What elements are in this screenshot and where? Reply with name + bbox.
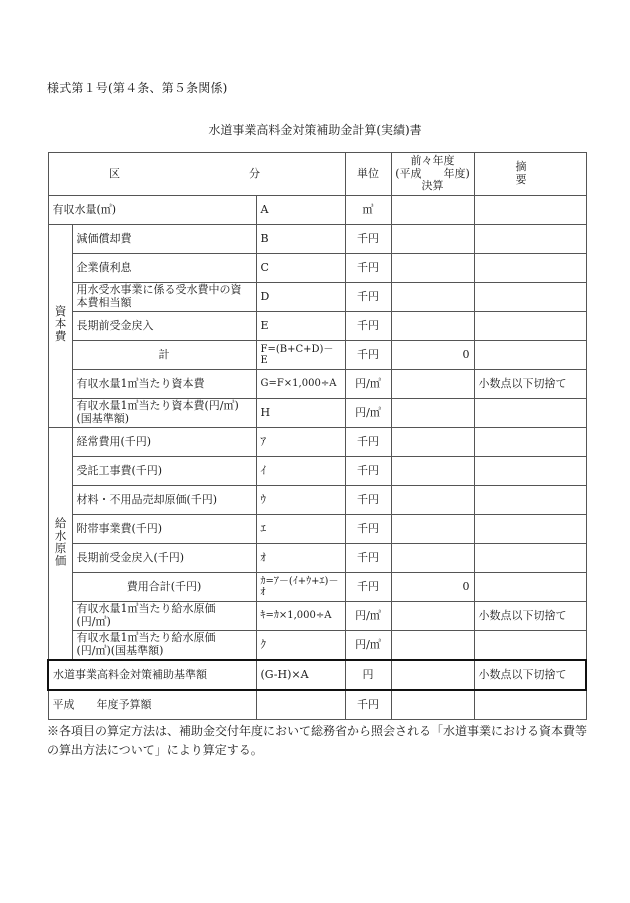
row-label: 附帯事業費(千円) [72,515,256,544]
row-remark [474,196,586,225]
row-value [391,225,474,254]
row-remark [474,225,586,254]
row-unit: 千円 [345,690,391,720]
row-code: F=(B+C+D)－E [256,341,345,370]
row-label: 減価償却費 [72,225,256,254]
row-code: A [256,196,345,225]
row-remark [474,341,586,370]
row-code [256,690,345,720]
table-row [48,283,586,312]
form-number: 様式第１号(第４条、第５条関係) [47,81,228,95]
row-code: ｵ [256,544,345,573]
row-code: E [256,312,345,341]
row-label: 有収水量1㎥当たり給水原価 (円/㎥)(国基準額) [72,631,256,661]
table-row-capital-per-m3 [48,370,586,399]
row-remark [474,515,586,544]
table-row-capital-national [48,399,586,428]
table-row [48,457,586,486]
row-label: 受託工事費(千円) [72,457,256,486]
row-label: 費用合計(千円) [72,573,256,602]
row-value [391,312,474,341]
table-row-supply-national [48,631,586,661]
row-code: ｸ [256,631,345,661]
header-year: 前々年度 (平成 年度) 決算 [391,153,474,196]
table-row-standard-amount [48,660,586,690]
row-unit: 千円 [345,544,391,573]
table-row-supply-total [48,573,586,602]
table-row [48,225,586,254]
header-remarks: 摘 要 [474,153,586,196]
header-unit: 単位 [345,153,391,196]
row-unit: 千円 [345,225,391,254]
row-code: ｷ=ｶ×1,000÷A [256,602,345,631]
row-value [391,690,474,720]
row-remark [474,399,586,428]
row-remark [474,690,586,720]
row-code: ｱ [256,428,345,457]
row-remark [474,486,586,515]
row-label: 平成 年度予算額 [48,690,256,720]
row-unit: 円 [345,660,391,690]
row-remark [474,428,586,457]
row-label: 有収水量1㎥当たり資本費 [72,370,256,399]
row-code: ｲ [256,457,345,486]
row-code: G=F×1,000÷A [256,370,345,399]
row-remark [474,254,586,283]
row-code: ｳ [256,486,345,515]
supply-group-label: 給水原価 [48,428,72,661]
row-value [391,457,474,486]
row-unit: 千円 [345,312,391,341]
table-row [48,544,586,573]
row-remark [474,631,586,661]
subsidy-calculation-table [47,152,603,720]
row-label: 企業債利息 [72,254,256,283]
row-value [391,399,474,428]
row-label: 経常費用(千円) [72,428,256,457]
row-label: 有収水量1㎥当たり給水原価 (円/㎥) [72,602,256,631]
row-code: B [256,225,345,254]
row-label: 長期前受金戻入 [72,312,256,341]
row-unit: 千円 [345,283,391,312]
table-row [48,486,586,515]
row-code: (G-H)×A [256,660,345,690]
row-remark [474,283,586,312]
row-unit: 円/㎥ [345,370,391,399]
row-code: ｴ [256,515,345,544]
row-unit: 円/㎥ [345,631,391,661]
row-code: D [256,283,345,312]
row-label: 有収水量1㎥当たり資本費(円/㎥) (国基準額) [72,399,256,428]
table-header-row [48,153,586,196]
row-value [391,254,474,283]
header-category: 区 分 [48,153,345,196]
row-unit: 千円 [345,457,391,486]
row-code: ｶ=ｱ－(ｲ+ｳ+ｴ)－ｵ [256,573,345,602]
row-remark: 小数点以下切捨て [474,370,586,399]
row-unit: 千円 [345,486,391,515]
row-unit: 千円 [345,341,391,370]
row-unit: 千円 [345,515,391,544]
row-value [391,283,474,312]
row-label: 有収水量(㎥) [48,196,256,225]
table-row [48,428,586,457]
row-code: H [256,399,345,428]
row-value: 0 [391,573,474,602]
row-remark [474,544,586,573]
row-remark [474,573,586,602]
row-unit: 千円 [345,428,391,457]
row-label: 計 [72,341,256,370]
document-title: 水道事業高料金対策補助金計算(実績)書 [208,123,422,137]
row-label: 長期前受金戻入(千円) [72,544,256,573]
footnote: ※各項目の算定方法は、補助金交付年度において総務省から照会される「水道事業における資本費等の算出方法について」により算定する。 [47,724,588,757]
table-row-revenue-water [48,196,586,225]
row-value [391,428,474,457]
row-unit: 千円 [345,254,391,283]
row-value [391,660,474,690]
table-row [48,515,586,544]
row-remark [474,312,586,341]
row-label: 材料・不用品売却原価(千円) [72,486,256,515]
row-value [391,515,474,544]
row-value [391,486,474,515]
row-remark: 小数点以下切捨て [474,660,586,690]
table-row-budget [48,690,586,720]
row-unit: 円/㎥ [345,399,391,428]
row-value [391,631,474,661]
row-value [391,544,474,573]
row-unit: 円/㎥ [345,602,391,631]
row-label: 用水受水事業に係る受水費中の資本費相当額 [72,283,256,312]
row-unit: ㎥ [345,196,391,225]
row-remark: 小数点以下切捨て [474,602,586,631]
row-code: C [256,254,345,283]
capital-group-label: 資本費 [48,225,72,428]
row-remark [474,457,586,486]
table-row-supply-per-m3 [48,602,586,631]
row-value: 0 [391,341,474,370]
row-value [391,370,474,399]
row-unit: 千円 [345,573,391,602]
table-row-capital-total [48,341,586,370]
row-value [391,196,474,225]
row-label: 水道事業高料金対策補助基準額 [48,660,256,690]
table-row [48,254,586,283]
row-value [391,602,474,631]
table-row [48,312,586,341]
